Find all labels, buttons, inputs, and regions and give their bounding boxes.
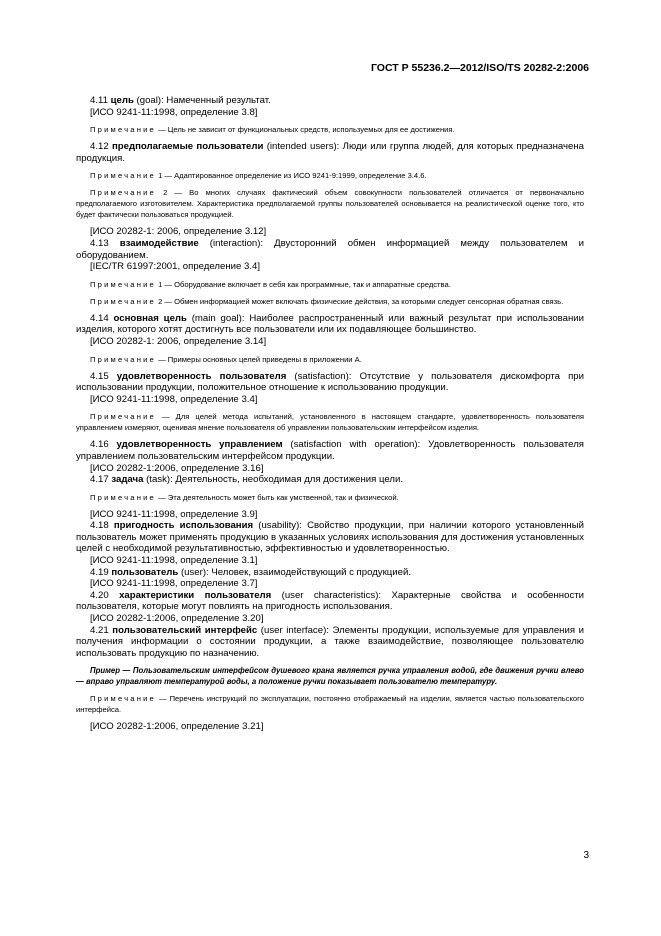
term-text: (intended users): Люди или группа людей, для которых предназначена продукция. [76,141,584,164]
term-text: (task): Деятельность, необходимая для достижения цели. [143,474,404,486]
source-reference: [ИСО 9241-11:1998, определение 3.8] [90,106,258,118]
source-reference: [ИСО 9241-11:1998, определение 3.4] [90,393,258,405]
note-text: — Для целей метода испытаний, установленного в настоящем стандарте, удовлетворенность пользователя управлением измеряют, оценивая мнение пользователя об управлении пользовательским интерфейсом изделия. [76,412,584,433]
term-text: (satisfaction): Отсутствие у пользователя дискомфорта при использовании продукции, положительное отношение к использованию продукции. [76,370,584,394]
term-number: 4.17 [90,474,109,486]
term-number: 4.18 [90,520,109,532]
note [76,296,584,307]
term-name: характеристики пользователя [119,589,272,601]
note [76,354,584,365]
note-label: Примечание [90,694,156,704]
term-definition [76,141,584,164]
term-text: (goal): Намеченный результат. [133,95,271,106]
note-label: Примечание [90,279,156,289]
term-number: 4.19 [90,566,109,578]
note-label: Примечание [90,492,156,502]
source-reference: [ИСО 20282-1: 2006, определение 3.12] [90,226,267,238]
page-number: 3 [583,850,589,861]
note-text: — Цель не зависит от функциональных средств, используемых для ее достижения. [155,125,455,135]
note-label: Примечание [90,412,156,422]
source-reference: [ИСО 20282-1:2006, определение 3.21] [90,721,264,733]
note-label: Примечание [90,188,156,198]
document-body [76,95,584,733]
source-reference: [ИСО 20282-1:2006, определение 3.20] [90,613,264,625]
term-text: (user): Человек, взаимодействующий с продукцией. [178,566,412,578]
term-number: 4.20 [90,589,109,601]
term-definition [76,238,584,261]
source-reference: [ИСО 9241-11:1998, определение 3.9] [90,508,258,520]
term-text: (interaction): Двусторонний обмен информацией между пользователем и оборудованием. [76,237,584,261]
term-name: предполагаемые пользователи [112,141,264,153]
term-text: (user interface): Элементы продукции, используемые для управления и получения информации о состоянии продукции, а также взаимодействие, позволяющее пользователю использовать продукцию по назначению. [76,624,584,659]
term-definition [76,520,584,555]
source-reference: [ИСО 9241-11:1998, определение 3.1] [90,555,258,567]
note-text: — Перечень инструкций по эксплуатации, постоянно отображаемый на изделии, является частью пользовательского интерфейса. [76,694,584,715]
note-text: 1 — Оборудование включает в себя как программные, так и аппаратные средства. [155,279,451,289]
term-definition [76,567,584,579]
note-text: — Примеры основных целей приведены в приложении А. [155,354,362,364]
term-number: 4.16 [90,439,109,451]
note [76,693,584,715]
term-definition [76,313,584,336]
term-number: 4.12 [90,141,109,153]
source-reference: [ИСО 9241-11:1998, определение 3.7] [90,578,258,590]
note [76,124,584,135]
term-number: 4.13 [90,237,109,249]
note [76,279,584,290]
term-name: пользователь [111,566,179,578]
source-reference: [ИСО 20282-1:2006, определение 3.16] [90,462,264,474]
note [76,187,584,220]
document-header: ГОСТ Р 55236.2—2012/ISO/TS 20282-2:2006 [370,62,589,74]
note-text: 2 — Во многих случаях фактический объем совокупности пользователей отличается от первоначально предполагаемого изготовителем. Характеристика предполагаемой группы пользователей основывается на реалистической оценке того, кто будет фактически пользоваться продукцией. [76,188,584,220]
source-reference: [ИСО 20282-1: 2006, определение 3.14] [90,335,267,347]
term-definition [76,474,584,486]
term-name: удовлетворенность управлением [116,439,283,451]
term-number: 4.11 [90,95,108,106]
term-name: взаимодействие [119,237,199,249]
term-name: задача [111,474,144,486]
term-name: пригодность использования [113,520,254,532]
term-number: 4.15 [90,370,109,382]
note-text: 1 — Адаптированное определение из ИСО 9241-9:1999, определение 3.4.6. [155,171,427,181]
note [76,492,584,503]
note-label: Примечание [90,171,156,181]
term-definition [76,371,584,394]
example: Пример — Пользовательским интерфейсом душевого крана является ручка управления водой, где движения ручки влево — вправо управляют температурой воды, а положение ручки показывает пользователю температуру. [76,666,584,687]
term-text: (user characteristics): Характерные свойства и особенности пользователя, которые могут повлиять на пригодность использования. [76,589,584,613]
source-reference: [IEC/TR 61997:2001, определение 3.4] [90,261,260,273]
term-definition [76,625,584,660]
term-definition [76,439,584,462]
note-label: Примечание [90,125,156,135]
term-text: (satisfaction with operation): Удовлетворенность пользователя управлением пользовательским интерфейсом продукции. [76,439,584,462]
term-definition [76,590,584,613]
note-text: — Эта деятельность может быть как умственной, так и физической. [155,492,399,502]
term-definition [76,95,584,107]
note-label: Примечание [90,296,156,306]
term-text: (main goal): Наиболее распространенный или важный результат при использовании изделия, которого хотят достигнуть все пользователи или их подавляющее большинство. [76,312,584,336]
note [76,411,584,433]
note [76,170,584,181]
term-name: цель [110,95,134,106]
note-label: Примечание [90,354,156,364]
term-name: основная цель [113,312,187,324]
term-name: пользовательский интерфейс [112,624,258,636]
term-name: удовлетворенность пользователя [116,370,287,382]
note-text: 2 — Обмен информацией может включать физические действия, за которыми следует сенсорная обратная связь. [155,296,564,306]
term-number: 4.21 [90,624,109,636]
term-number: 4.14 [90,312,109,324]
term-text: (usability): Свойство продукции, при наличии которого установленный пользователь может применять продукцию в указанных условиях использования для достижения установленных целей с необходимой результативностью, эффективностью и удовлетворенностью. [76,520,584,555]
